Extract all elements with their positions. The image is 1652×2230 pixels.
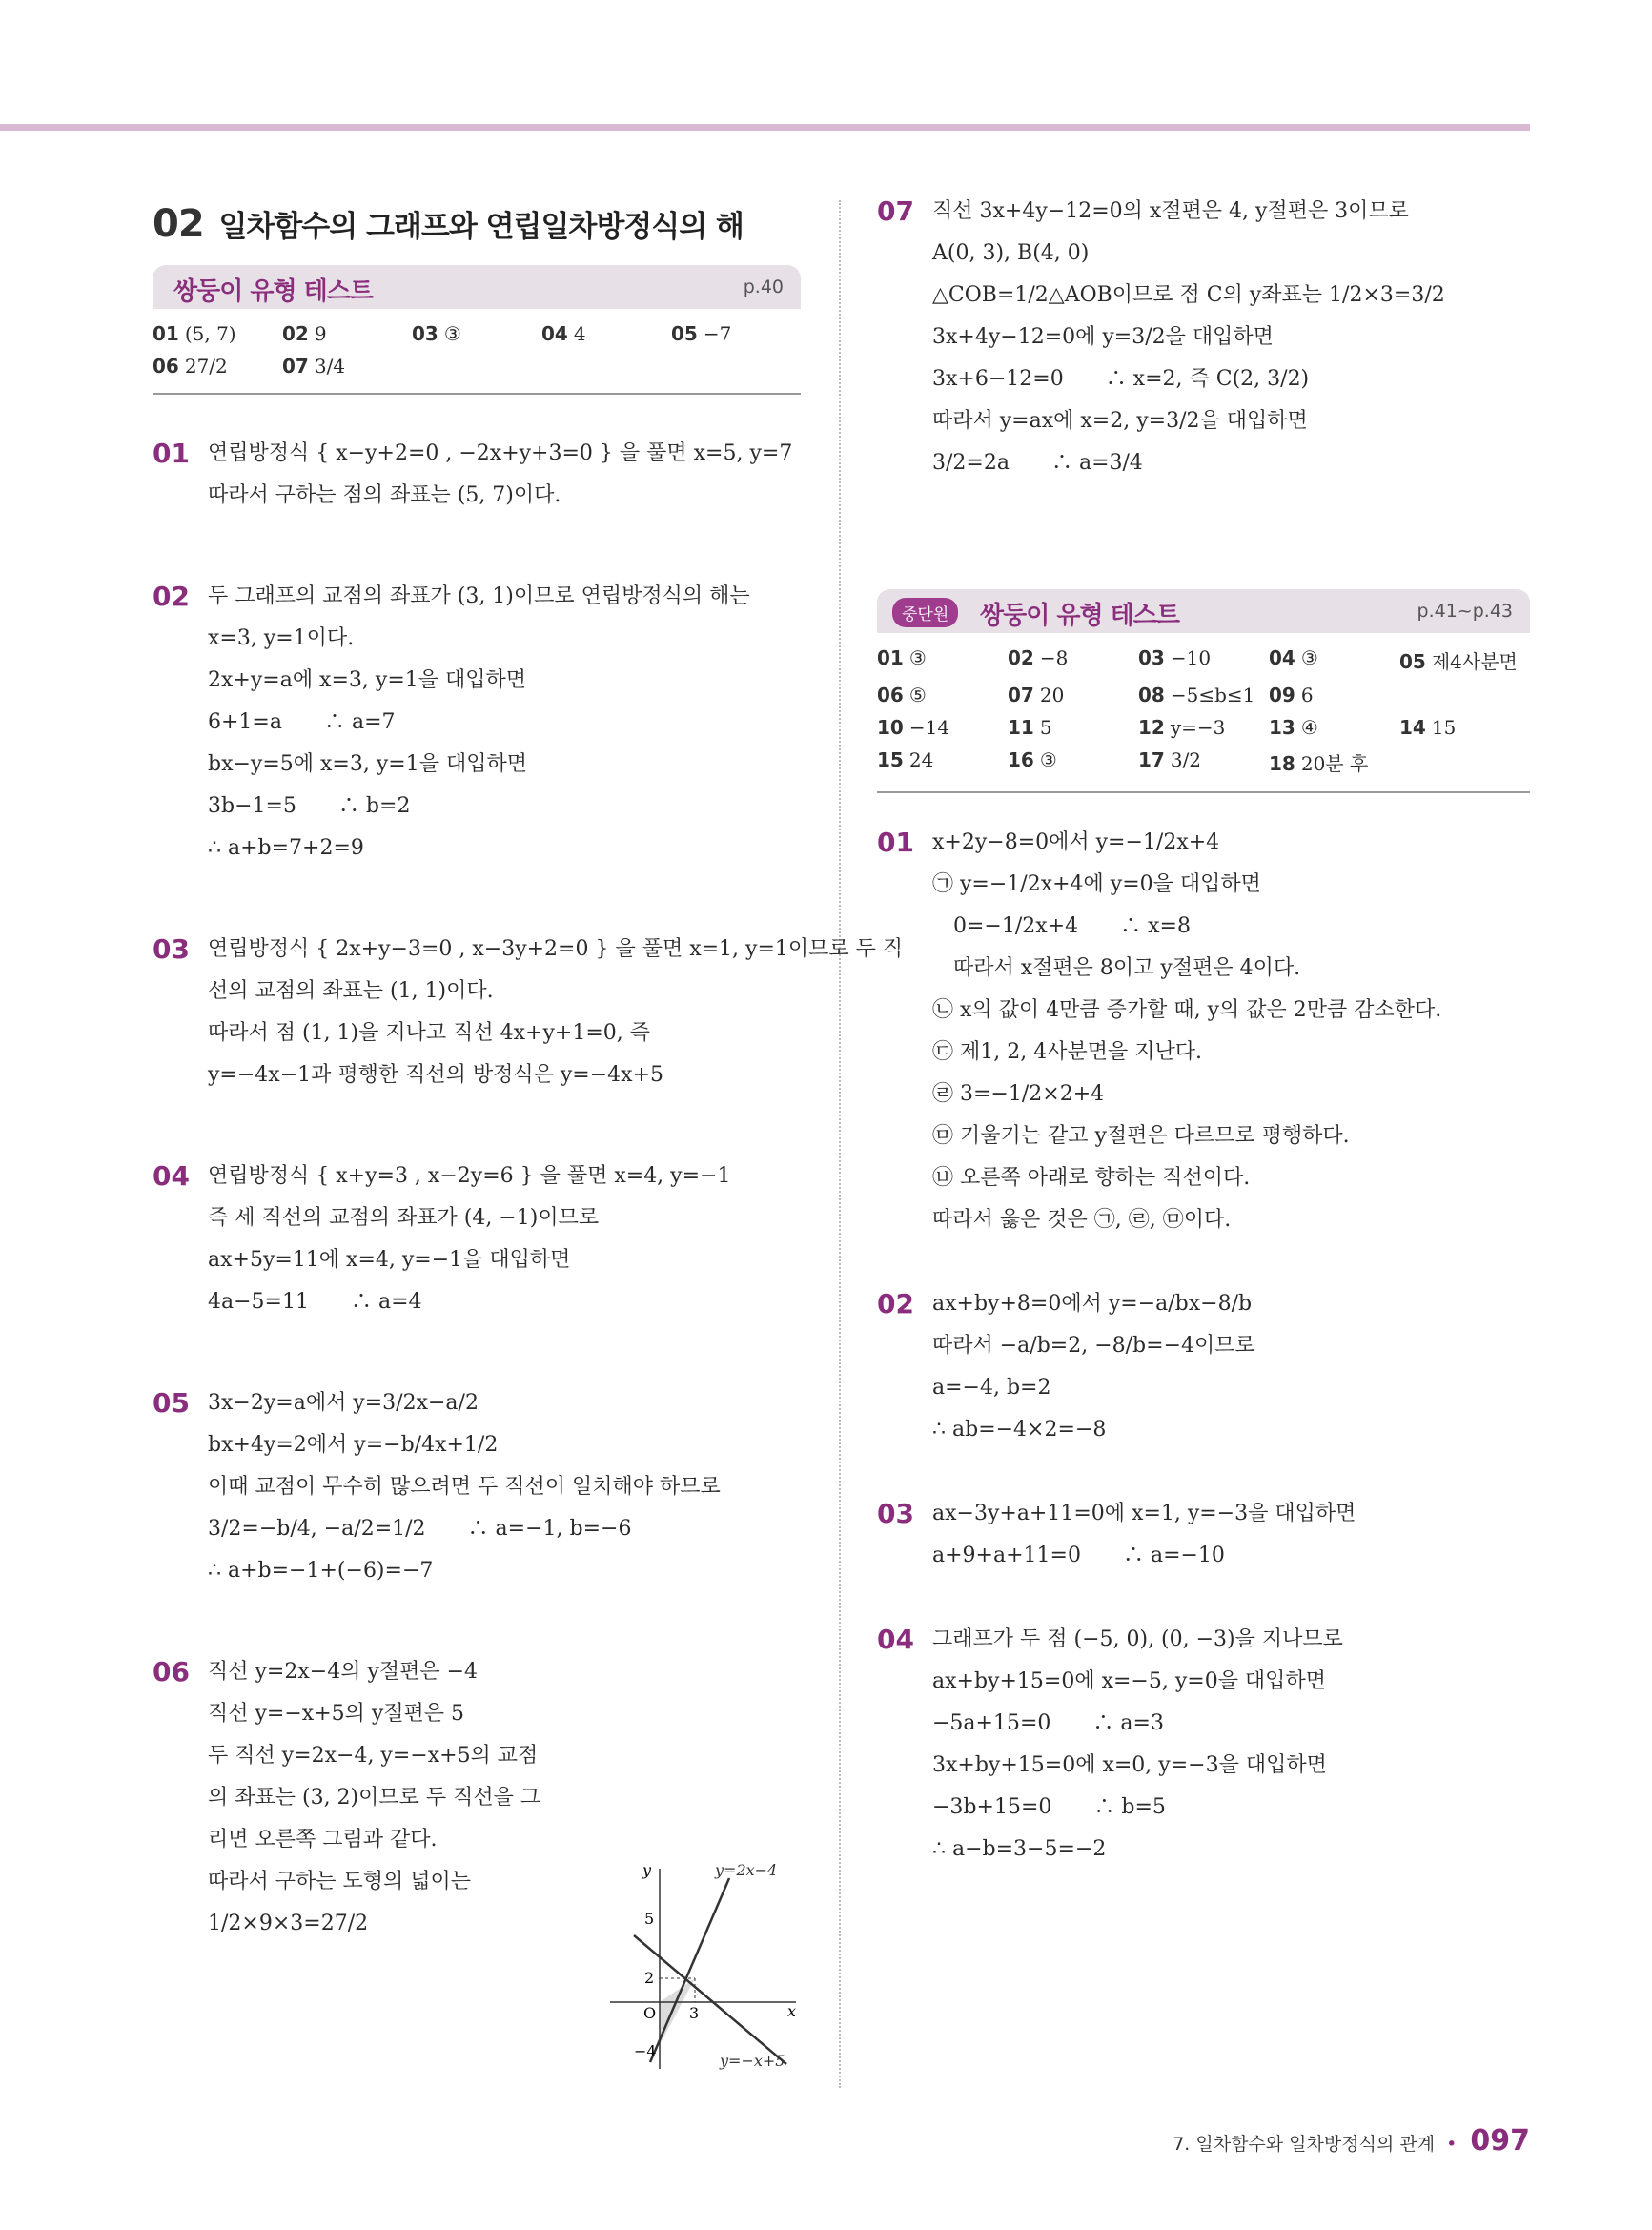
- answer-item: [1269, 684, 1399, 706]
- answer-value: ③: [443, 322, 461, 345]
- answer-number: 05: [671, 322, 698, 345]
- solution-line: ax+5y=11에 x=4, y=−1을 대입하면: [208, 1248, 571, 1272]
- answer-grid-2: [877, 633, 1530, 793]
- solution-line: 3x+4y−12=0에 y=3/2을 대입하면: [932, 325, 1274, 349]
- answer-number: 02: [282, 322, 309, 345]
- answer-value: 4: [573, 322, 586, 345]
- answer-item: [282, 355, 412, 378]
- chapter-title: 7. 일차함수와 일차방정식의 관계: [1173, 2134, 1436, 2155]
- answer-item: [671, 322, 801, 345]
- solution-line: 3x−2y=a에서 y=3/2x−a/2: [208, 1391, 479, 1415]
- solution-line: 따라서 y=ax에 x=2, y=3/2을 대입하면: [932, 409, 1308, 433]
- answer-value: 6: [1300, 684, 1314, 706]
- answer-item: [1138, 748, 1269, 776]
- footer-bullet: •: [1446, 2134, 1458, 2155]
- problem: [877, 1493, 1530, 1577]
- answer-number: 11: [1008, 716, 1034, 739]
- answer-item: [1399, 646, 1530, 674]
- solution-line: ax+by+15=0에 x=−5, y=0을 대입하면: [932, 1669, 1326, 1693]
- answer-value: 20: [1039, 684, 1065, 706]
- solution-line: 4a−5=11 ∴ a=4: [208, 1290, 422, 1314]
- problem-number: 04: [877, 1624, 914, 1655]
- answer-item: [877, 646, 1008, 674]
- problem-number: 02: [877, 1288, 914, 1320]
- answer-value: 제4사분면: [1431, 650, 1518, 673]
- problem: [153, 576, 801, 869]
- solution-line: 6+1=a ∴ a=7: [208, 710, 396, 734]
- answer-value: −8: [1039, 646, 1069, 669]
- answer-number: 10: [877, 716, 904, 739]
- answer-value: 27/2: [184, 355, 228, 378]
- answer-number: 08: [1138, 684, 1165, 706]
- page-footer: [1173, 2124, 1530, 2158]
- section-number: 02: [153, 202, 204, 246]
- answer-value: (5, 7): [184, 322, 236, 345]
- solution-line: ∴ a−b=3−5=−2: [932, 1837, 1107, 1861]
- solution-line: ㉤ 기울기는 같고 y절편은 다르므로 평행하다.: [932, 1124, 1350, 1148]
- answer-value: 3/4: [314, 355, 346, 378]
- problem-number: 05: [153, 1387, 190, 1419]
- answer-item: [1008, 684, 1138, 706]
- answer-item: [153, 355, 282, 378]
- answer-number: 07: [282, 355, 309, 378]
- problem-number: 01: [877, 827, 914, 858]
- solution-line: 3x+6−12=0 ∴ x=2, 즉 C(2, 3/2): [932, 367, 1310, 391]
- answer-item: [1138, 684, 1269, 706]
- answer-item: [877, 716, 1008, 739]
- answer-grid: [153, 309, 801, 395]
- solution-line: 연립방정식 { x+y=3 , x−2y=6 } 을 풀면 x=4, y=−1: [208, 1164, 731, 1188]
- solution-line: 선의 교점의 좌표는 (1, 1)이다.: [208, 979, 494, 1003]
- problem-list-2: [877, 822, 1530, 1871]
- answer-number: 05: [1399, 650, 1426, 673]
- answer-item: [541, 322, 671, 345]
- solution-line: ∴ ab=−4×2=−8: [932, 1418, 1107, 1442]
- problem-number: 06: [153, 1656, 190, 1688]
- solution-line: 즉 세 직선의 교점의 좌표가 (4, −1)이므로: [208, 1206, 600, 1230]
- line-2x-4: [650, 1878, 729, 2062]
- label-x: x: [787, 2002, 797, 2020]
- problem: [153, 1382, 801, 1592]
- band-title: 쌍둥이 유형 테스트: [173, 277, 374, 306]
- solution-line: 두 그래프의 교점의 좌표가 (3, 1)이므로 연립방정식의 해는: [208, 584, 750, 608]
- left-column: [153, 191, 904, 2070]
- answer-number: 13: [1269, 716, 1295, 739]
- problem-number: 02: [153, 581, 190, 612]
- answer-band: [153, 265, 801, 309]
- answer-value: 5: [1039, 716, 1052, 739]
- solution-line: ㉠ y=−1/2x+4에 y=0을 대입하면: [932, 872, 1261, 896]
- tick-3: 3: [689, 2004, 700, 2022]
- solution-line: 직선 y=−x+5의 y절편은 5: [208, 1702, 465, 1726]
- answer-number: 17: [1138, 748, 1165, 771]
- answer-item: [282, 322, 412, 345]
- solution-line: 따라서 옳은 것은 ㉠, ㉣, ㉤이다.: [932, 1208, 1232, 1232]
- solution-line: ax+by+8=0에서 y=−a/bx−8/b: [932, 1292, 1253, 1316]
- solution-line: ㉡ x의 값이 4만큼 증가할 때, y의 값은 2만큼 감소한다.: [932, 998, 1442, 1022]
- problem-number: 01: [153, 438, 190, 469]
- solution-line: 2x+y=a에 x=3, y=1을 대입하면: [208, 668, 526, 692]
- answer-value: 15: [1431, 716, 1457, 739]
- problem-07: [877, 191, 1530, 484]
- answer-item: [1269, 646, 1399, 674]
- answer-value: 20분 후: [1300, 752, 1369, 775]
- solution-line: 따라서 −a/b=2, −8/b=−4이므로: [932, 1334, 1255, 1358]
- answer-item: [1008, 646, 1138, 674]
- column-divider: [839, 200, 841, 2088]
- answer-number: 16: [1008, 748, 1034, 771]
- page-number: 097: [1470, 2124, 1530, 2158]
- problem-number: 03: [877, 1498, 914, 1529]
- solution-line: 3/2=−b/4, −a/2=1/2 ∴ a=−1, b=−6: [208, 1517, 632, 1541]
- answer-number: 06: [877, 684, 904, 706]
- problem: [153, 433, 801, 517]
- answer-band-2: [877, 589, 1530, 633]
- solution-line: △COB=1/2△AOB이므로 점 C의 y좌표는 1/2×3=3/2: [932, 283, 1445, 307]
- solution-line: a+9+a+11=0 ∴ a=−10: [932, 1544, 1225, 1567]
- problem: [877, 822, 1530, 1241]
- band-title-2: 쌍둥이 유형 테스트: [980, 602, 1180, 630]
- answer-number: 04: [541, 322, 568, 345]
- solution-line: bx−y=5에 x=3, y=1을 대입하면: [208, 752, 527, 776]
- solution-line: 따라서 구하는 도형의 넓이는: [208, 1870, 472, 1893]
- right-column: [877, 179, 1530, 1871]
- answer-item: [1138, 716, 1269, 739]
- band-page-2: p.41~p.43: [1417, 601, 1513, 622]
- answer-value: −10: [1170, 646, 1212, 669]
- answer-value: −5≤b≤1: [1170, 684, 1255, 706]
- answer-number: 15: [877, 748, 904, 771]
- solution-line: 두 직선 y=2x−4, y=−x+5의 교점: [208, 1744, 539, 1768]
- answer-value: ⑤: [908, 684, 927, 706]
- solution-line: 이때 교점이 무수히 많으려면 두 직선이 일치해야 하므로: [208, 1475, 721, 1499]
- label-y: y: [642, 1861, 652, 1879]
- tick-2: 2: [644, 1969, 655, 1987]
- answer-value: 9: [314, 322, 327, 345]
- problem: [877, 1283, 1530, 1451]
- section-title: [153, 202, 801, 246]
- answer-number: 18: [1269, 752, 1295, 775]
- answer-item: [1008, 716, 1138, 739]
- solution-line: y=−4x−1과 평행한 직선의 방정식은 y=−4x+5: [208, 1063, 664, 1087]
- answer-item: [877, 684, 1008, 706]
- solution-line: 직선 3x+4y−12=0의 x절편은 4, y절편은 3이므로: [932, 199, 1409, 223]
- answer-value: ③: [1039, 748, 1057, 771]
- solution-line: 1/2×9×3=27/2: [208, 1912, 369, 1935]
- solution-line: ㉢ 제1, 2, 4사분면을 지난다.: [932, 1040, 1202, 1064]
- solution-line: 직선 y=2x−4의 y절편은 −4: [208, 1660, 479, 1684]
- answer-item: [1269, 748, 1399, 776]
- answer-item: [1399, 684, 1530, 706]
- tick-5: 5: [644, 1910, 655, 1928]
- answer-value: −14: [908, 716, 950, 739]
- top-rule: [0, 124, 1530, 131]
- answer-value: ③: [908, 646, 927, 669]
- solution-line: 3x+by+15=0에 x=0, y=−3을 대입하면: [932, 1753, 1327, 1777]
- solution-line: ax−3y+a+11=0에 x=1, y=−3을 대입하면: [932, 1502, 1356, 1525]
- answer-value: −7: [703, 322, 732, 345]
- tick-m4: −4: [634, 2042, 657, 2060]
- label-line1: y=2x−4: [715, 1861, 778, 1879]
- answer-value: y=−3: [1170, 716, 1226, 739]
- solution-line: bx+4y=2에서 y=−b/4x+1/2: [208, 1433, 499, 1457]
- solution-line: −3b+15=0 ∴ b=5: [932, 1795, 1166, 1819]
- solution-line: 3/2=2a ∴ a=3/4: [932, 451, 1143, 475]
- solution-line: 따라서 점 (1, 1)을 지나고 직선 4x+y+1=0, 즉: [208, 1021, 650, 1045]
- answer-number: 14: [1399, 716, 1426, 739]
- problem: [877, 1619, 1530, 1871]
- answer-item: [877, 748, 1008, 776]
- graph-figure: [601, 1854, 801, 2074]
- solution-line: −5a+15=0 ∴ a=3: [932, 1711, 1164, 1735]
- solution-line: 따라서 구하는 점의 좌표는 (5, 7)이다.: [208, 483, 561, 507]
- problem: [153, 929, 904, 1096]
- solution-line: ∴ a+b=−1+(−6)=−7: [208, 1559, 434, 1583]
- answer-value: 24: [908, 748, 934, 771]
- solution-line: 연립방정식 { x−y+2=0 , −2x+y+3=0 } 을 풀면 x=5, y=7: [208, 441, 793, 465]
- band-tag: 중단원: [892, 598, 958, 627]
- solution-line: ∴ a+b=7+2=9: [208, 836, 364, 860]
- solution-line: 연립방정식 { 2x+y−3=0 , x−3y+2=0 } 을 풀면 x=1, y=1이므로 두 직: [208, 937, 904, 961]
- problem: [153, 1156, 801, 1323]
- answer-item: [1138, 646, 1269, 674]
- solution-line: 그래프가 두 점 (−5, 0), (0, −3)을 지나므로: [932, 1627, 1343, 1651]
- solution-line: 따라서 x절편은 8이고 y절편은 4이다.: [932, 956, 1301, 980]
- answer-number: 03: [1138, 646, 1165, 669]
- solution-line: ㉥ 오른쪽 아래로 향하는 직선이다.: [932, 1166, 1251, 1190]
- answer-item: [1399, 716, 1530, 739]
- answer-item: [412, 322, 541, 345]
- answer-number: 02: [1008, 646, 1034, 669]
- solution-line: x=3, y=1이다.: [208, 626, 355, 650]
- answer-item: [1008, 748, 1138, 776]
- answer-value: ④: [1300, 716, 1318, 739]
- section-title-text: 일차함수의 그래프와 연립일차방정식의 해: [218, 210, 744, 244]
- answer-value: ③: [1300, 646, 1318, 669]
- answer-item: [1269, 716, 1399, 739]
- band-page: p.40: [743, 276, 784, 297]
- solution-line: 0=−1/2x+4 ∴ x=8: [932, 914, 1191, 938]
- answer-number: 12: [1138, 716, 1165, 739]
- answer-value: 3/2: [1170, 748, 1202, 771]
- solution-line: x+2y−8=0에서 y=−1/2x+4: [932, 830, 1220, 854]
- solution-line: ㉣ 3=−1/2×2+4: [932, 1082, 1105, 1106]
- solution-line: A(0, 3), B(4, 0): [932, 241, 1090, 265]
- answer-number: 06: [153, 355, 179, 378]
- answer-item: [153, 322, 282, 345]
- answer-number: 03: [412, 322, 438, 345]
- problem-number: 07: [877, 195, 914, 227]
- solution-line: 리면 오른쪽 그림과 같다.: [208, 1828, 438, 1852]
- label-line2: y=−x+5: [720, 2052, 785, 2070]
- answer-number: 01: [877, 646, 904, 669]
- answer-item: [1399, 748, 1530, 776]
- solution-line: 의 좌표는 (3, 2)이므로 두 직선을 그: [208, 1786, 541, 1810]
- label-origin: O: [643, 2004, 657, 2022]
- solution-line: 3b−1=5 ∴ b=2: [208, 794, 411, 818]
- problem-list: [153, 433, 904, 1945]
- answer-number: 01: [153, 322, 179, 345]
- answer-number: 04: [1269, 646, 1295, 669]
- problem-number: 03: [153, 933, 190, 965]
- answer-number: 09: [1269, 684, 1295, 706]
- problem-number: 04: [153, 1160, 190, 1192]
- answer-number: 07: [1008, 684, 1034, 706]
- solution-line: a=−4, b=2: [932, 1376, 1051, 1400]
- problem: [877, 191, 1530, 484]
